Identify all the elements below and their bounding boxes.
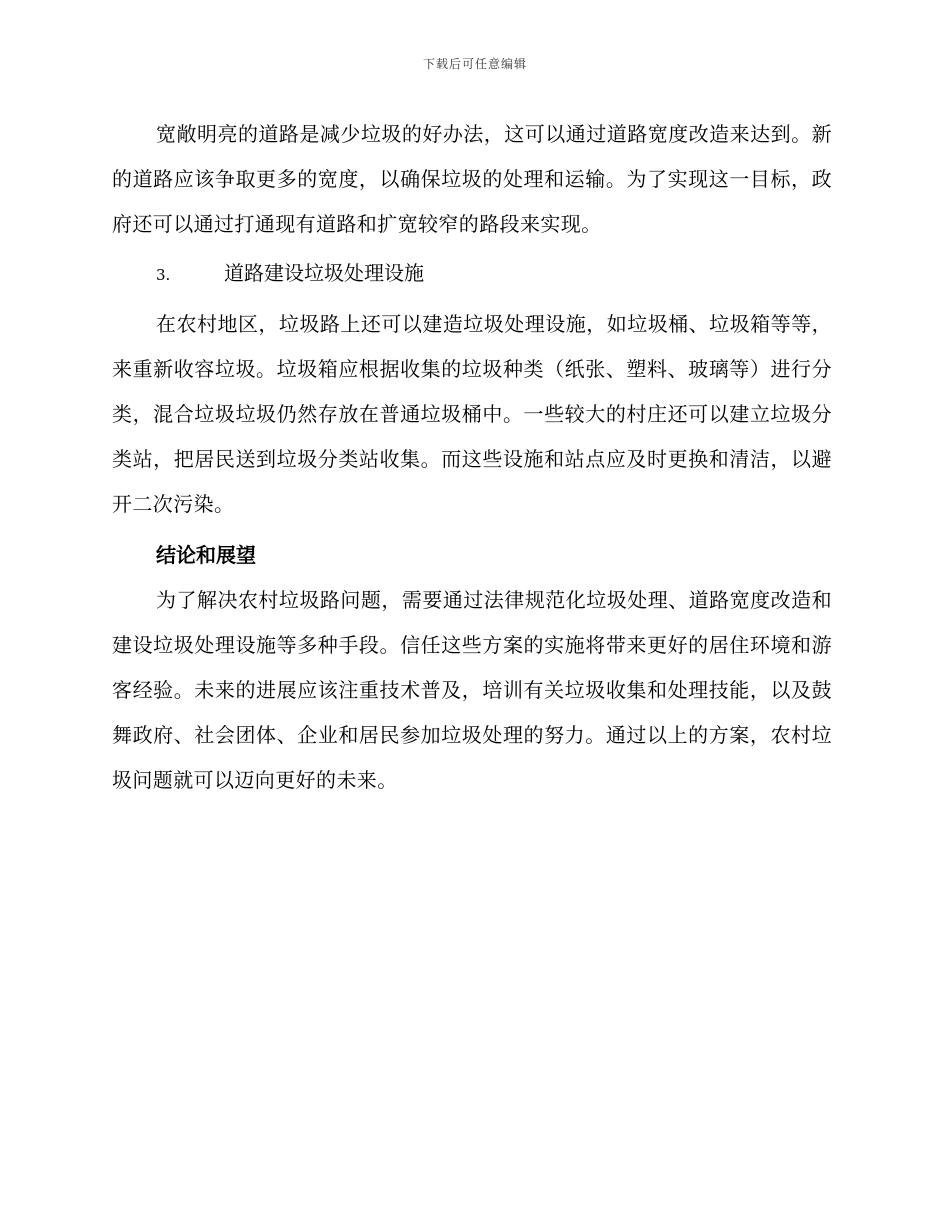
paragraph-conclusion: 为了解决农村垃圾路问题，需要通过法律规范化垃圾处理、道路宽度改造和建设垃圾处理设施等多种手段。信任这些方案的实施将带来更好的居住环境和游客经验。未来的进展应该注重技术普及，培训有关垃圾收集和处理技能，以及鼓舞政府、社会团体、企业和居民参加垃圾处理的努力。通过以上的方案，农村垃圾问题就可以迈向更好的未来。 <box>112 588 832 792</box>
list-heading-3 <box>112 251 832 298</box>
section-title-conclusion: 结论和展望 <box>156 543 256 567</box>
paragraph-road-width: 宽敞明亮的道路是减少垃圾的好办法，这可以通过道路宽度改造来达到。新的道路应该争取更多的宽度，以确保垃圾的处理和运输。为了实现这一目标，政府还可以通过打通现有道路和扩宽较窄的路段来实现。 <box>112 122 832 236</box>
list-heading-title: 道路建设垃圾处理设施 <box>224 261 424 285</box>
list-number: 3. <box>156 266 171 284</box>
paragraph-facilities: 在农村地区，垃圾路上还可以建造垃圾处理设施，如垃圾桶、垃圾箱等等，来重新收容垃圾。垃圾箱应根据收集的垃圾种类（纸张、塑料、玻璃等）进行分类，混合垃圾垃圾仍然存放在普通垃圾桶中。一些较大的村庄还可以建立垃圾分类站，把居民送到垃圾分类站收集。而这些设施和站点应及时更换和清洁，以避开二次污染。 <box>112 312 832 516</box>
page-header: 下载后可任意编辑 <box>422 57 527 71</box>
document-body <box>112 112 832 803</box>
